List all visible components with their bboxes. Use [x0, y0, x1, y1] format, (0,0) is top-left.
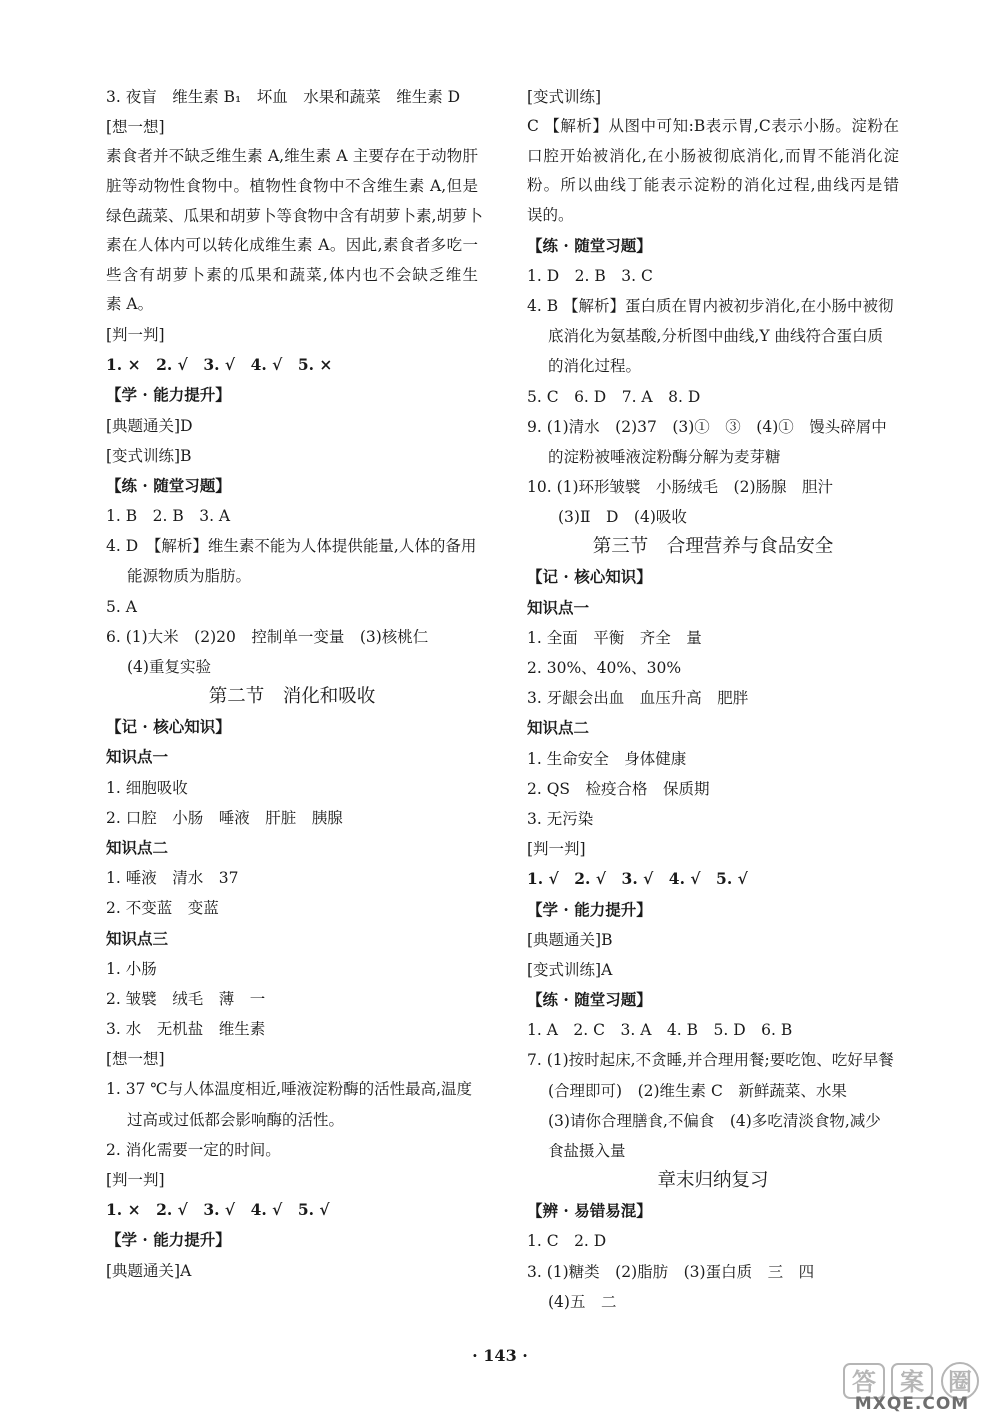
text-line: [判一判] [106, 325, 165, 344]
continuation-line: 能源物质为脂肪。 [127, 567, 252, 586]
watermark-char-3: 圈 [948, 1368, 972, 1396]
text-line: 2. QS 检疫合格 保质期 [527, 779, 710, 798]
bold-line: 【记 · 核心知识】 [527, 567, 652, 587]
text-line: 3. (1)糖类 (2)脂肪 (3)蛋白质 三 四 [527, 1262, 815, 1281]
bold-line: 1. √ 2. √ 3. √ 4. √ 5. √ [527, 869, 748, 889]
paragraph-line: 素 A。 [106, 295, 154, 314]
bold-line: 知识点二 [106, 837, 169, 857]
bold-line: 【学 · 能力提升】 [106, 1230, 231, 1250]
text-line: 2. 口腔 小肠 唾液 肝脏 胰腺 [106, 808, 343, 827]
left-column [106, 82, 483, 1286]
watermark-char-1: 答 [852, 1368, 876, 1396]
paragraph-line: 口腔开始被消化,在小肠被彻底消化,而胃不能消化淀 [527, 146, 899, 165]
text-line: 2. 30%、40%、30% [527, 659, 682, 677]
text-line: 3. 无污染 [527, 809, 594, 828]
continuation-line: (3)Ⅱ D (4)吸收 [558, 508, 687, 527]
text-line: 3. 夜盲 维生素 B₁ 坏血 水果和蔬菜 维生素 D [106, 88, 461, 106]
bold-line: 1. × 2. √ 3. √ 4. √ 5. × [106, 355, 333, 375]
section-heading: 第二节 消化和吸收 [208, 686, 376, 708]
continuation-line: 食盐摄入量 [548, 1142, 626, 1160]
text-line: [典题通关]B [527, 930, 613, 949]
text-line: 4. D 【解析】维生素不能为人体提供能量,人体的备用 [106, 537, 477, 556]
bold-line: 【学 · 能力提升】 [106, 385, 231, 405]
paragraph-line: 些含有胡萝卜素的瓜果和蔬菜,体内也不会缺乏维生 [106, 265, 478, 284]
paragraph-line: 素在人体内可以转化成维生素 A。因此,素食者多吃一 [106, 236, 478, 255]
paragraph-line: 素食者并不缺乏维生素 A,维生素 A 主要存在于动物肝 [106, 147, 478, 166]
text-line: [典题通关]A [106, 1261, 192, 1280]
bold-line: 1. × 2. √ 3. √ 4. √ 5. √ [106, 1200, 330, 1220]
text-line: 10. (1)环形皱襞 小肠绒毛 (2)肠腺 胆汁 [527, 478, 833, 497]
bold-line: 【学 · 能力提升】 [527, 899, 652, 919]
paragraph-line: 误的。 [527, 205, 574, 224]
bold-line: 知识点一 [527, 597, 590, 617]
text-line: 4. B 【解析】蛋白质在胃内被初步消化,在小肠中被彻 [527, 296, 894, 315]
bold-line: 【练 · 随堂习题】 [527, 235, 652, 255]
continuation-line: (合理即可) (2)维生素 C 新鲜蔬菜、水果 [548, 1081, 847, 1100]
continuation-line: 底消化为氨基酸,分析图中曲线,Y 曲线符合蛋白质 [548, 327, 884, 346]
text-line: [判一判] [527, 840, 586, 859]
text-line: 3. 水 无机盐 维生素 [106, 1020, 266, 1039]
continuation-line: 的消化过程。 [548, 357, 642, 376]
text-line: [想一想] [106, 118, 165, 137]
text-line: 3. 牙龈会出血 血压升高 肥胖 [527, 689, 749, 708]
continuation-line: (3)请你合理膳食,不偏食 (4)多吃清淡食物,减少 [548, 1111, 881, 1130]
text-line: 6. (1)大米 (2)20 控制单一变量 (3)核桃仁 [106, 627, 429, 646]
text-line: 1. B 2. B 3. A [106, 507, 231, 526]
text-line: 2. 消化需要一定的时间。 [106, 1140, 281, 1159]
text-line: 5. C 6. D 7. A 8. D [527, 387, 701, 406]
paragraph-line: 脏等动物性食物中。植物性食物中不含维生素 A,但是 [106, 176, 478, 195]
continuation-line: 过高或过低都会影响酶的活性。 [127, 1110, 345, 1129]
paragraph-line: 绿色蔬菜、瓜果和胡萝卜等食物中含有胡萝卜素,胡萝卜 [106, 206, 483, 225]
text-line: 7. (1)按时起床,不贪睡,并合理用餐;要吃饱、吃好早餐 [527, 1051, 894, 1070]
bold-line: 知识点二 [527, 718, 590, 738]
text-line: 1. D 2. B 3. C [527, 266, 653, 285]
text-line: 9. (1)清水 (2)37 (3)① ③ (4)① 馒头碎屑中 [527, 417, 887, 436]
text-line: 1. C 2. D [527, 1232, 607, 1251]
continuation-line: (4)五 二 [548, 1292, 617, 1311]
paragraph-line: C 【解析】从图中可知:B表示胃,C表示小肠。淀粉在 [527, 117, 899, 136]
text-line: [变式训练]A [527, 960, 613, 979]
section-heading: 第三节 合理营养与食品安全 [592, 536, 834, 558]
text-line: 2. 不变蓝 变蓝 [106, 899, 219, 918]
bold-line: 知识点一 [106, 747, 169, 767]
text-line: 1. 全面 平衡 齐全 量 [527, 628, 702, 647]
bold-line: 知识点三 [106, 928, 169, 948]
text-line: [典题通关]D [106, 416, 193, 435]
bold-line: 【记 · 核心知识】 [106, 717, 231, 737]
text-line: 1. 37 ℃与人体温度相近,唾液淀粉酶的活性最高,温度 [106, 1080, 473, 1099]
page-number: · 143 · [472, 1346, 528, 1365]
section-heading: 章末归纳复习 [657, 1170, 769, 1192]
text-line: [判一判] [106, 1171, 165, 1189]
text-line: 5. A [106, 597, 137, 616]
continuation-line: (4)重复实验 [127, 658, 211, 676]
watermark-char-2: 案 [900, 1368, 924, 1396]
bold-line: 【练 · 随堂习题】 [106, 475, 231, 495]
text-line: 1. 唾液 清水 37 [106, 869, 239, 888]
text-line: [想一想] [106, 1050, 165, 1069]
text-line: 1. 小肠 [106, 959, 157, 978]
paragraph-line: 粉。所以曲线丁能表示淀粉的消化过程,曲线丙是错 [527, 176, 899, 195]
bold-line: 【辨 · 易错易混】 [527, 1201, 652, 1221]
text-line: [变式训练] [527, 88, 602, 106]
text-line: 1. A 2. C 3. A 4. B 5. D 6. B [527, 1021, 793, 1040]
bold-line: 【练 · 随堂习题】 [527, 990, 652, 1010]
text-line: [变式训练]B [106, 446, 192, 465]
text-line: 2. 皱襞 绒毛 薄 一 [106, 989, 266, 1008]
watermark-site: MXQE.COM [854, 1394, 970, 1414]
right-column [527, 82, 899, 1317]
text-line: 1. 细胞吸收 [106, 778, 188, 797]
text-line: 1. 生命安全 身体健康 [527, 749, 687, 768]
continuation-line: 的淀粉被唾液淀粉酶分解为麦芽糖 [548, 447, 781, 466]
